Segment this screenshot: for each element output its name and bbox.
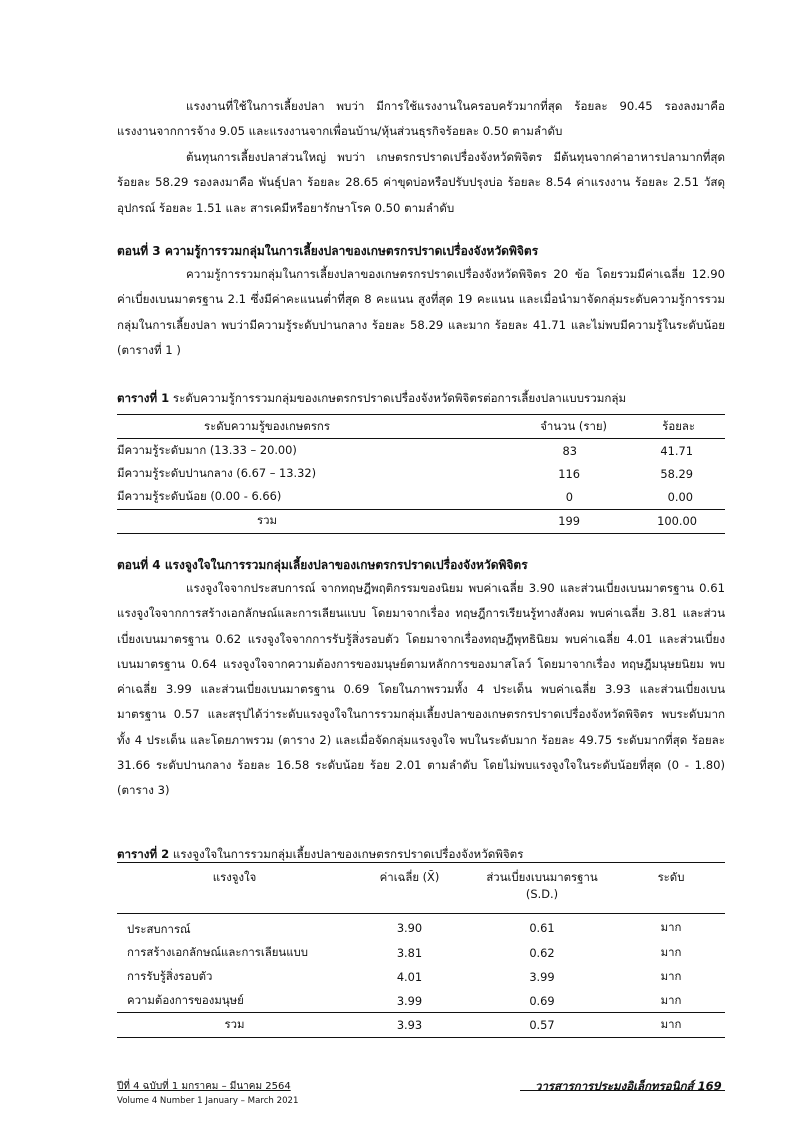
row-label: ความต้องการของมนุษย์: [127, 992, 244, 1007]
footer-journal-name: วารสารการประมงอิเล็กทรอนิกส์: [535, 1079, 694, 1093]
row-sd: 0.62: [529, 946, 555, 961]
row-level: มาก: [660, 992, 682, 1007]
row-mean: 3.99: [396, 993, 423, 1008]
total-percent: 100.00: [657, 514, 697, 529]
table-row: [117, 486, 725, 510]
total-sd: 0.57: [529, 1018, 555, 1033]
total-label: รวม: [224, 1017, 245, 1032]
table-row: [117, 914, 725, 942]
row-count: 83: [562, 443, 577, 458]
page-number: 169: [697, 1079, 722, 1093]
row-percent: 41.71: [660, 443, 693, 458]
paragraph-labor: แรงงานที่ใช้ในการเลี้ยงปลา พบว่า มีการใช้แรงงานในครอบครัวมากที่สุด ร้อยละ 90.45 รองลงมาคือ แรงงานจากการจ้าง 9.05 และแรงงานจากเพื่อนบ้าน/หุ้นส่วนธุรกิจร้อยละ 0.50 ตามลำดับ: [117, 99, 725, 139]
header-level: ระดับ: [657, 870, 685, 884]
table-2-label: ตารางที่ 2: [117, 847, 170, 861]
row-label: มีความรู้ระดับน้อย (0.00 - 6.66): [117, 489, 282, 504]
knowledge-level-table: [117, 414, 725, 534]
header-knowledge-level: ระดับความรู้ของเกษตรกร: [204, 418, 330, 433]
table-1-title: ระดับความรู้การรวมกลุ่มของเกษตรกรปราดเปรื่องจังหวัดพิจิตรต่อการเลี้ยงปลาแบบรวมกลุ่ม: [172, 391, 627, 405]
row-level: มาก: [660, 945, 682, 960]
row-percent: 0.00: [667, 490, 693, 505]
header-sd-line2: (S.D.): [525, 887, 559, 901]
table-1-caption: [117, 390, 626, 408]
table-2-title: แรงจูงใจในการรวมกลุ่มเลี้ยงปลาของเกษตรกรปราดเปรื่องจังหวัดพิจิตร: [172, 847, 524, 861]
row-mean: 4.01: [396, 969, 423, 984]
paragraph-motivation: แรงจูงใจจากประสบการณ์ จากทฤษฎีพฤติกรรมของนิยม พบค่าเฉลี่ย 3.90 และส่วนเบี่ยงเบนมาตรฐาน 0.61 แรงจูงใจจากการสร้างเอกลักษณ์และการเลียนแบบ โดยมาจากเรื่อง ทฤษฎีการเรียนรู้ทางสังคม พบค่าเฉลี่ย 3.81 และส่วนเบี่ยงเบนมาตรฐาน 0.62 แรงจูงใจจากการรับรู้สิ่งรอบตัว โดยมาจากเรื่องทฤษฎีพุทธินิยม พบค่าเฉลี่ย 4.01 และส่วนเบี่ยงเบนมาตรฐาน 0.64 แรงจูงใจจากความต้องการของมนุษย์ตามหลักการของมาสโลว์ โดยมาจากเรื่อง ทฤษฎีมนุษยนิยม พบค่าเฉลี่ย 3.99 และส่วนเบี่ยงเบนมาตรฐาน 0.69 โดยในภาพรวมทั้ง 4 ประเด็น พบค่าเฉลี่ย 3.93 และส่วนเบี่ยงเบนมาตรฐาน 0.57 และสรุปได้ว่าระดับแรงจูงใจในการรวมกลุ่มเลี้ยงปลาของเกษตรกรปราดเปรื่องจังหวัดพิจิตร พบระดับมากทั้ง 4 ประเด็น และโดยภาพรวม (ตาราง 2) และเมื่อจัดกลุ่มแรงจูงใจ พบในระดับมาก ร้อยละ 49.75 ระดับมากที่สุด ร้อยละ 31.66 ระดับปานกลาง ร้อยละ 16.58 ระดับน้อย ร้อย 2.01 ตามลำดับ โดยไม่พบแรงจูงใจในระดับน้อยที่สุด (0 - 1.80) (ตาราง 3): [117, 581, 725, 798]
row-level: มาก: [660, 919, 682, 934]
table-total-row: [117, 509, 725, 533]
total-level: มาก: [660, 1017, 682, 1032]
header-motivation: แรงจูงใจ: [212, 870, 257, 884]
row-mean: 3.90: [396, 920, 423, 935]
section-3-heading: ตอนที่ 3 ความรู้การรวมกลุ่มในการเลี้ยงปลาของเกษตรกรปราดเปรื่องจังหวัดพิจิตร: [117, 244, 539, 258]
row-sd: 0.69: [529, 993, 555, 1008]
footer-issue-thai: ปีที่ 4 ฉบับที่ 1 มกราคม – มีนาคม 2564: [117, 1081, 291, 1092]
table-header-row: [117, 863, 725, 914]
table-row: [117, 965, 725, 989]
section-4-heading: ตอนที่ 4 แรงจูงใจในการรวมกลุ่มเลี้ยงปลาของเกษตรกรปราดเปรื่องจังหวัดพิจิตร: [117, 558, 528, 572]
row-label: การรับรู้สิ่งรอบตัว: [127, 968, 213, 983]
paragraph-cost: ต้นทุนการเลี้ยงปลาส่วนใหญ่ พบว่า เกษตรกรปราดเปรื่องจังหวัดพิจิตร มีต้นทุนจากค่าอาหารปลามากที่สุด ร้อยละ 58.29 รองลงมาคือ พันธุ์ปลา ร้อยละ 28.65 ค่าขุดบ่อหรือปรับปรุงบ่อ ร้อยละ 8.54 ค่าแรงงาน ร้อยละ 2.51 วัสดุ อุปกรณ์ ร้อยละ 1.51 และ สารเคมีหรือยารักษาโรค 0.50 ตามลำดับ: [117, 150, 725, 215]
row-label: มีความรู้ระดับปานกลาง (6.67 – 13.32): [117, 465, 317, 480]
row-count: 116: [558, 466, 580, 481]
total-count: 199: [558, 514, 580, 529]
table-row: [117, 462, 725, 485]
row-sd: 3.99: [529, 969, 555, 984]
paragraph-knowledge: ความรู้การรวมกลุ่มในการเลี้ยงปลาของเกษตรกรปราดเปรื่องจังหวัดพิจิตร 20 ข้อ โดยรวมมีค่าเฉลี่ย 12.90 ค่าเบี่ยงเบนมาตรฐาน 2.1 ซึ่งมีค่าคะแนนต่ำที่สุด 8 คะแนน สูงที่สุด 19 คะแนน และเมื่อนำมาจัดกลุ่มระดับความรู้การรวมกลุ่มในการเลี้ยงปลา พบว่ามีความรู้ระดับปานกลาง ร้อยละ 58.29 และมาก ร้อยละ 41.71 และไม่พบมีความรู้ในระดับน้อย (ตารางที่ 1 ): [117, 267, 725, 357]
motivation-table: [117, 862, 725, 1038]
table-total-row: [117, 1013, 725, 1038]
footer-issue-english: Volume 4 Number 1 January – March 2021: [117, 1096, 299, 1106]
row-level: มาก: [660, 968, 682, 983]
total-mean: 3.93: [396, 1018, 423, 1033]
footer-journal-page: [535, 1078, 722, 1096]
total-label: รวม: [256, 513, 278, 528]
header-sd: [467, 863, 617, 914]
row-percent: 58.29: [660, 466, 693, 481]
row-count: 0: [565, 490, 573, 505]
table-row: [117, 942, 725, 966]
table-header-row: [117, 415, 725, 439]
header-count: จำนวน (ราย): [540, 418, 607, 433]
table-row: [117, 989, 725, 1013]
table-row: [117, 439, 725, 463]
header-sd-line1: ส่วนเบี่ยงเบนมาตรฐาน: [486, 870, 598, 884]
row-label: มีความรู้ระดับมาก (13.33 – 20.00): [117, 442, 297, 457]
table-1-label: ตารางที่ 1: [117, 391, 170, 405]
header-percent: ร้อยละ: [662, 418, 695, 433]
row-sd: 0.61: [529, 920, 555, 935]
row-label: ประสบการณ์: [127, 921, 191, 936]
row-label: การสร้างเอกลักษณ์และการเลียนแบบ: [127, 945, 309, 960]
row-mean: 3.81: [396, 946, 423, 961]
header-mean: ค่าเฉลี่ย (X̄): [379, 870, 440, 884]
